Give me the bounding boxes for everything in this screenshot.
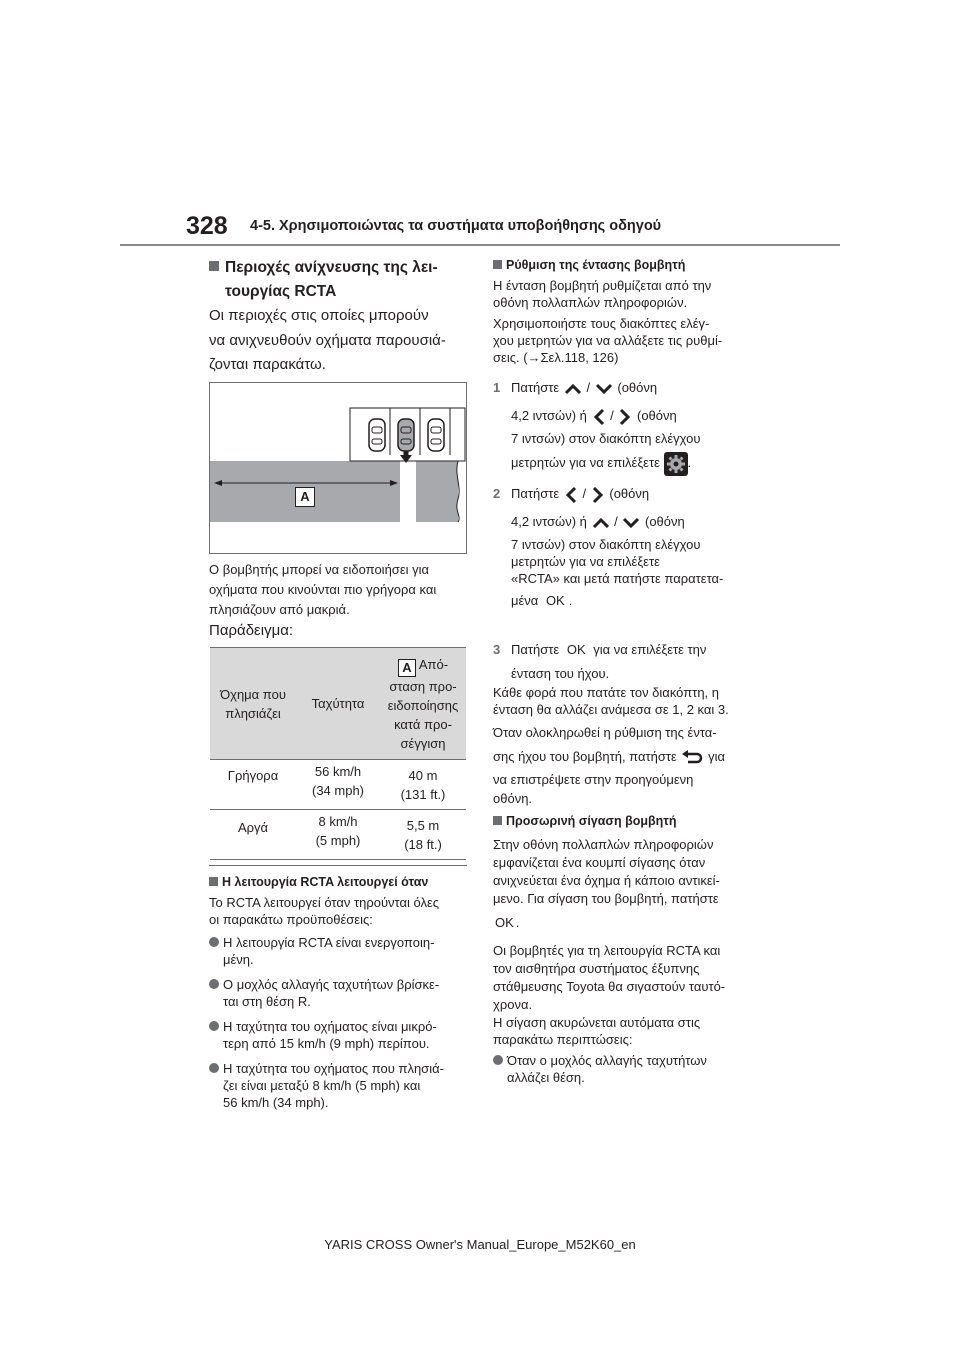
volume-paragraph-2 — [493, 315, 763, 366]
conditions-list — [209, 934, 471, 1111]
text-line: ζει είναι μεταξύ 8 km/h (5 mph) και — [223, 1078, 421, 1093]
table-header-vehicle — [210, 648, 296, 760]
cancel-paragraph — [493, 1014, 763, 1048]
text-line: για — [708, 749, 725, 764]
text-line: Ο βομβητής μπορεί να ειδοποιήσει για — [209, 562, 430, 577]
heading-text: Προσωρινή σίγαση βομβητή — [506, 814, 677, 828]
text-line: εμφανίζεται ένα κουμπί σίγασης όταν — [493, 855, 706, 870]
volume-heading — [493, 257, 763, 273]
volume-paragraph-1 — [493, 277, 763, 311]
table-cell — [296, 760, 380, 810]
step-text: Πατήστε — [511, 642, 560, 657]
step-text: Πατήστε — [511, 380, 560, 395]
step-number: 2 — [493, 486, 501, 501]
text-line: τερη από 15 km/h (9 mph) περίπου. — [223, 1036, 430, 1051]
distance-table — [210, 647, 466, 860]
ok-button-icon: OK — [495, 915, 514, 930]
text-line: Ο μοχλός αλλαγής ταχυτήτων βρίσκε- — [223, 977, 440, 992]
left-arrow-icon — [563, 485, 579, 505]
cell-text: 40 m — [408, 768, 438, 783]
text-line: Η σίγαση ακυρώνεται αυτόματα στις — [493, 1015, 701, 1030]
example-label: Παράδειγμα: — [209, 622, 294, 639]
mute-heading — [493, 813, 763, 829]
table-cell: Γρήγορα — [210, 760, 296, 810]
text-line: σεις. (→Σελ.118, 126) — [493, 350, 619, 365]
step-text: «RCTA» και μετά πατήστε παρατετα- — [511, 571, 724, 586]
heading-line: Περιοχές ανίχνευσης της λει- — [225, 259, 438, 276]
text-line: Η ταχύτητα του οχήματος είναι μικρό- — [223, 1019, 437, 1034]
header-text: πλησιάζει — [225, 705, 281, 721]
text-line: ζονται παρακάτω. — [209, 356, 326, 373]
step-text: Πατήστε — [511, 486, 560, 501]
table-cell — [296, 810, 380, 860]
volume-cycle-note — [493, 684, 763, 718]
text-line: . — [515, 915, 520, 930]
text-line: αλλάζει θέση. — [507, 1070, 585, 1085]
list-item — [493, 1052, 763, 1086]
mute-paragraph — [493, 836, 763, 938]
section-title: 4-5. Χρησιμοποιώντας τα συστήματα υποβοήθησης οδηγού — [250, 218, 662, 234]
heading-text: Η λειτουργία RCTA λειτουργεί όταν — [222, 875, 429, 889]
label-a-badge: A — [398, 659, 416, 677]
step-text: / — [586, 380, 591, 395]
list-item — [209, 976, 471, 1010]
step-3 — [493, 638, 763, 686]
step-2 — [493, 480, 763, 615]
step-text: . — [568, 593, 573, 608]
cell-text: (34 mph) — [311, 783, 365, 798]
step-1 — [493, 374, 763, 478]
text-line: παρακάτω περιπτώσεις: — [493, 1032, 633, 1047]
back-icon — [680, 750, 704, 766]
text-line: Το RCTA λειτουργεί όταν τηρούνται όλες — [209, 895, 440, 910]
square-bullet-icon — [493, 260, 502, 269]
text-line: Η ένταση βομβητή ρυθμίζεται από την — [493, 278, 712, 293]
step-number: 1 — [493, 380, 501, 395]
parking-diagram — [210, 383, 466, 553]
text-line: ται στη θέση R. — [223, 994, 311, 1009]
text-line: να ανιχνευθούν οχήματα παρουσιά- — [209, 331, 446, 349]
figure-label-a: A — [295, 487, 315, 507]
table-header-speed: Ταχύτητα — [296, 648, 380, 760]
cell-text: 8 km/h — [318, 814, 358, 829]
step-text: μετρητών για να επιλέξετε — [511, 455, 660, 470]
step-text: 7 ιντσών) στον διακόπτη ελέγχου — [511, 537, 701, 552]
step-text: ένταση του ήχου. — [511, 666, 610, 681]
step-text: (οθόνη — [617, 380, 658, 395]
list-item — [209, 1060, 471, 1111]
heading-text: Ρύθμιση της έντασης βομβητή — [506, 258, 686, 272]
table-cell: Αργά — [210, 810, 296, 860]
text-line: σης ήχου του βομβητή, πατήστε — [493, 749, 677, 764]
figure-caption — [209, 560, 471, 620]
step-text: για να επιλέξετε την — [593, 642, 707, 657]
step-text: / — [582, 486, 587, 501]
own-car-icon — [398, 419, 414, 451]
header-text: κατά προ- — [394, 716, 452, 732]
step-text: (οθόνη — [645, 514, 685, 529]
text-line: Όταν ο μοχλός αλλαγής ταχυτήτων — [507, 1053, 707, 1068]
cell-text: 56 km/h — [314, 764, 362, 779]
list-item — [209, 1018, 471, 1052]
text-line: Κάθε φορά που πατάτε τον διακόπτη, η — [493, 685, 720, 700]
text-line: οθόνη. — [493, 791, 533, 806]
footer-text: YARIS CROSS Owner's Manual_Europe_M52K60_en — [324, 1237, 636, 1252]
detection-area-figure — [209, 382, 467, 554]
operate-intro — [209, 894, 471, 928]
text-line: οχήματα που κινούνται πιο γρήγορα και — [209, 582, 437, 597]
text-line: οι παρακάτω προϋποθέσεις: — [209, 912, 373, 927]
text-line: να επιστρέψετε στην προηγούμενη — [493, 772, 694, 787]
text-line: τον αισθητήρα συστήματος έξυπνης — [493, 961, 700, 976]
detection-area-right-shape — [416, 461, 458, 522]
step-number: 3 — [493, 642, 501, 657]
header-text: ειδοποίησης — [387, 697, 459, 713]
text-line: Όταν ολοκληρωθεί η ρύθμιση της έντα- — [493, 725, 717, 740]
step-text: (οθόνη — [609, 486, 650, 501]
settings-gear-icon — [664, 452, 688, 476]
cell-text: 5,5 m — [406, 818, 440, 833]
text-line: πλησιάζουν από μακριά. — [209, 602, 350, 617]
down-arrow-icon — [594, 382, 614, 396]
text-line: Στην οθόνη πολλαπλών πληροφοριών — [493, 837, 714, 852]
text-line: Οι βομβητές για τη λειτουργία RCTA και — [493, 943, 721, 958]
text-line: Χρησιμοποιήστε τους διακόπτες ελέγ- — [493, 316, 710, 331]
step-text: 4,2 ιντσών) ή — [511, 408, 587, 423]
text-line: μενο. Για σίγαση του βομβητή, πατήστε — [493, 891, 719, 906]
right-arrow-icon — [590, 485, 606, 505]
text-line: χου μετρητών για να αλλάξετε τις ρυθμί- — [493, 333, 723, 348]
text-line: χρονα. — [493, 997, 533, 1012]
cancel-list — [493, 1052, 763, 1086]
text-line: ανιχνεύεται ένα όχημα ή κάποιο αντικεί- — [493, 873, 720, 888]
table-cell — [380, 760, 466, 810]
table-row — [210, 810, 466, 860]
table-row — [210, 760, 466, 810]
cell-text: (5 mph) — [315, 833, 361, 848]
parked-car-icon — [428, 419, 444, 451]
operate-heading — [209, 874, 471, 890]
up-arrow-icon — [563, 382, 583, 396]
table-header-distance — [380, 648, 466, 760]
complete-paragraph — [493, 722, 763, 807]
header-text: σέγγιση — [400, 735, 446, 751]
step-text: (οθόνη — [637, 408, 677, 423]
header-divider — [120, 244, 840, 246]
square-bullet-icon — [493, 816, 502, 825]
cell-text: (131 ft.) — [400, 787, 446, 802]
ok-button-icon: OK — [545, 593, 565, 608]
step-text: / — [610, 408, 614, 423]
text-line: Η λειτουργία RCTA είναι ενεργοποιη- — [223, 935, 435, 950]
text-line: οθόνη πολλαπλών πληροφοριών. — [493, 295, 688, 310]
text-line: μένη. — [223, 952, 254, 967]
square-bullet-icon — [209, 261, 219, 271]
page-number: 328 — [186, 212, 228, 240]
left-arrow-icon — [591, 407, 607, 427]
step-text: . — [687, 455, 692, 470]
text-line: στάθμευσης Toyota θα σιγαστούν ταυτό- — [493, 979, 726, 994]
text-line: ένταση θα αλλάζει ανάμεσα σε 1, 2 και 3. — [493, 702, 729, 717]
cell-text: (18 ft.) — [404, 837, 442, 852]
right-arrow-icon — [617, 407, 633, 427]
heading-line: τουργίας RCTA — [225, 283, 337, 300]
header-text: σταση προ- — [389, 678, 457, 694]
parked-car-icon — [369, 419, 385, 451]
detection-intro — [209, 304, 471, 378]
square-bullet-icon — [209, 877, 218, 886]
step-text: μένα — [511, 593, 539, 608]
section-divider — [209, 865, 467, 866]
detection-heading — [209, 256, 471, 304]
step-text: 4,2 ιντσών) ή — [511, 514, 587, 529]
table-cell — [380, 810, 466, 860]
simultaneous-mute-paragraph — [493, 942, 763, 1014]
down-arrow-icon — [621, 516, 641, 530]
up-arrow-icon — [591, 516, 611, 530]
step-text: 7 ιντσών) στον διακόπτη ελέγχου — [511, 431, 701, 446]
header-text: Από- — [418, 656, 449, 672]
text-line: Οι περιοχές στις οποίες μπορούν — [209, 307, 429, 324]
text-line: Η ταχύτητα του οχήματος που πλησιά- — [223, 1061, 444, 1076]
step-text: / — [614, 514, 618, 529]
header-text: Όχημα που — [220, 686, 286, 702]
text-line: 56 km/h (34 mph). — [223, 1095, 329, 1110]
step-text: μετρητών για να επιλέξετε — [511, 554, 660, 569]
list-item — [209, 934, 471, 968]
ok-button-icon: OK — [566, 642, 586, 657]
